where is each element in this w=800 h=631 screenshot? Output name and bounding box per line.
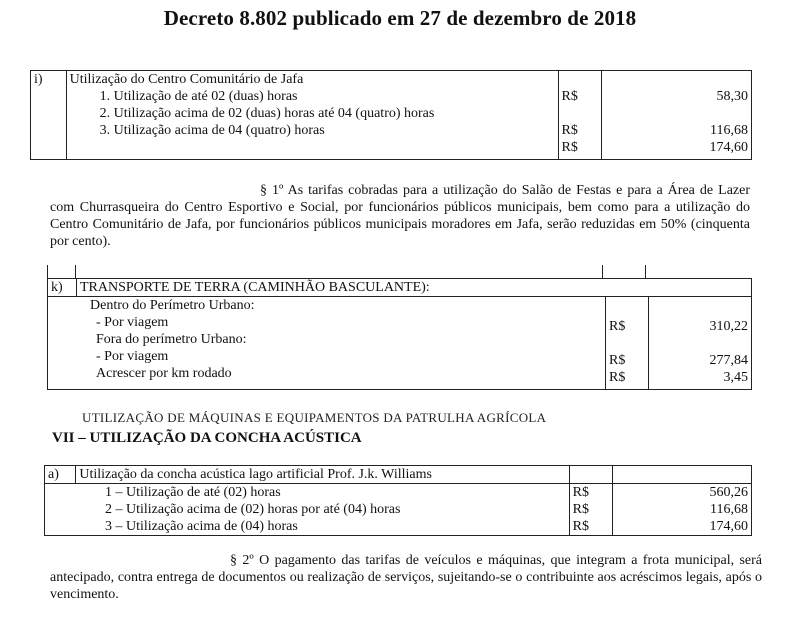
table-k-currency: R$ [609, 353, 626, 368]
table-i-currency: R$ [561, 89, 578, 104]
table-a-item: 1 – Utilização de até (02) horas [105, 485, 281, 500]
table-concha-acustica [44, 465, 752, 536]
table-k-currency [609, 301, 645, 318]
table-i-letter: i) [31, 71, 67, 160]
table-k-currency [609, 335, 645, 352]
table-k-value: 277,84 [709, 353, 748, 368]
table-i-description [66, 71, 558, 160]
table-k-line: - Por viagem [96, 315, 169, 330]
table-a-heading: Utilização da concha acústica lago artificial Prof. J.k. Williams [76, 466, 569, 484]
table-a-item: 3 – Utilização acima de (04) horas [105, 519, 298, 534]
table-a-currency: R$ [572, 502, 589, 517]
table-k-top-fragment [47, 265, 48, 278]
table-a-value: 116,68 [710, 502, 748, 517]
table-k-currency: R$ [609, 370, 626, 385]
table-i-heading: Utilização do Centro Comunitário de Jafa [69, 72, 304, 87]
table-centro-comunitario [30, 70, 752, 160]
table-k-line: Fora do perímetro Urbano: [96, 332, 247, 347]
table-k-value: 3,45 [723, 370, 748, 385]
table-k-currency-column [606, 297, 649, 390]
paragraph-1: § 1º As tarifas cobradas para a utilização do Salão de Festas e para a Área de Lazer com Churrasqueira do Centro Esportivo e Social, por funcionários públicos municipais, bem como para a utilização do Centro Comunitário de Jafa, por funcionários públicos municipais moradores em Jafa, serão reduzidas em 50% (cinquenta por cento). [50, 183, 750, 249]
table-a-value: 560,26 [709, 485, 748, 500]
table-a-empty-cell [569, 466, 613, 484]
table-k-value: 310,22 [709, 319, 748, 334]
table-transporte-terra [47, 278, 752, 390]
table-a-currency: R$ [572, 519, 589, 534]
table-i-value: 116,68 [710, 123, 748, 138]
table-i-currency: R$ [561, 123, 578, 138]
table-k-value [652, 335, 748, 352]
table-a-value: 174,60 [709, 519, 748, 534]
table-a-item: 2 – Utilização acima de (02) horas por até (04) horas [105, 502, 401, 517]
table-k-top-fragment [75, 265, 76, 278]
table-k-letter: k) [48, 279, 77, 297]
table-k-currency: R$ [609, 319, 626, 334]
table-i-value-column [602, 71, 752, 160]
table-k-heading: TRANSPORTE DE TERRA (CAMINHÃO BASCULANTE): [77, 279, 752, 297]
table-a-currency: R$ [572, 485, 589, 500]
table-l-cut-heading: UTILIZAÇÃO DE MÁQUINAS E EQUIPAMENTOS DA PATRULHA AGRÍCOLA [82, 410, 547, 425]
table-k-description [48, 297, 606, 390]
table-i-value: 58,30 [716, 89, 748, 104]
table-i-currency [562, 105, 599, 122]
table-i-item: 3. Utilização acima de 04 (quatro) horas [99, 123, 325, 138]
table-k-line: Acrescer por km rodado [96, 366, 232, 381]
table-i-value [605, 105, 748, 122]
table-k-line: Dentro do Perímetro Urbano: [90, 298, 255, 313]
paragraph-2: § 2º O pagamento das tarifas de veículos e máquinas, que integram a frota municipal, será antecipado, contra entrega de documentos ou realização de serviços, sujeitando-se o contribuinte aos acréscimos legais, após o vencimento. [50, 553, 762, 602]
table-i-currency-column [558, 71, 602, 160]
table-k-line: - Por viagem [96, 349, 169, 364]
table-a-items [45, 484, 570, 536]
table-a-value-column [613, 484, 752, 536]
table-i-value: 174,60 [709, 140, 748, 155]
table-i-item: 1. Utilização de até 02 (duas) horas [99, 89, 298, 104]
table-i-currency: R$ [561, 140, 578, 155]
table-k-value [652, 301, 748, 318]
table-k-top-fragment [645, 265, 646, 278]
table-a-letter: a) [45, 466, 76, 484]
table-a-empty-cell [613, 466, 752, 484]
table-i-item: 2. Utilização acima de 02 (duas) horas até 04 (quatro) horas [99, 106, 435, 121]
table-a-currency-column [569, 484, 613, 536]
section-vii-heading: VII – UTILIZAÇÃO DA CONCHA ACÚSTICA [52, 430, 362, 446]
table-k-top-fragment [602, 265, 603, 278]
table-k-value-column [649, 297, 752, 390]
document-title: Decreto 8.802 publicado em 27 de dezembro de 2018 [163, 6, 637, 30]
